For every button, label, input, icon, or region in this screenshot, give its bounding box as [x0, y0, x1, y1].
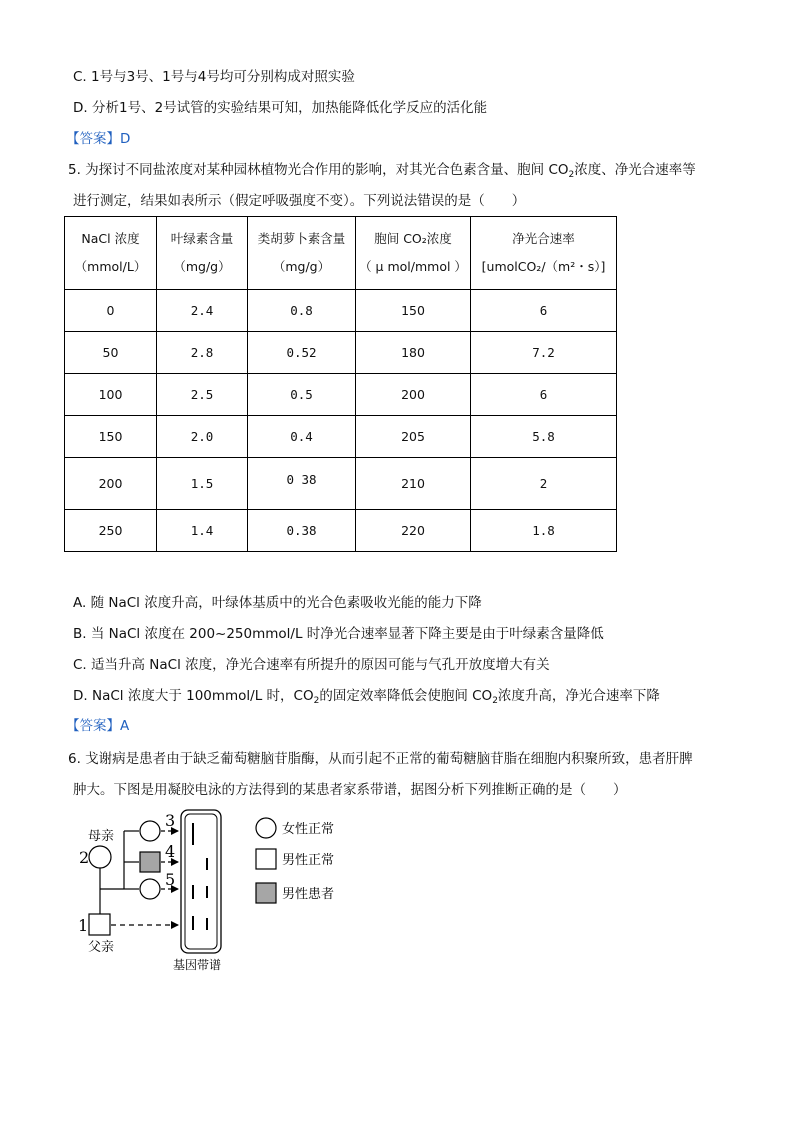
- label-4: 4: [165, 842, 176, 861]
- legend-female-normal-symbol: [256, 818, 276, 838]
- header-chlorophyll: 叶绿素含量 （mg/g）: [157, 217, 248, 290]
- cell: 150: [356, 290, 471, 332]
- cell: 250: [65, 510, 157, 552]
- cell: 5.8: [471, 416, 617, 458]
- q5-option-b: B. 当 NaCl 浓度在 200~250mmol/L 时净光合速率显著下降主要是由于叶绿素含量降低: [73, 626, 604, 642]
- legend-male-patient: 男性患者: [282, 887, 335, 902]
- cell: 1.8: [471, 510, 617, 552]
- q4-answer: 【答案】D: [66, 131, 131, 147]
- cell: 210: [356, 458, 471, 510]
- label-5: 5: [165, 870, 176, 889]
- header-carotenoid: 类胡萝卜素含量 （mg/g）: [248, 217, 356, 290]
- q5-option-d: D. NaCl 浓度大于 100mmol/L 时，$CO_2$的固定效率降低会使胞间 $CO_2$浓度升高，净光合速率下降: [73, 688, 660, 706]
- q5-option-c: C. 适当升高 NaCl 浓度，净光合速率有所提升的原因可能与气孔开放度增大有关: [73, 657, 550, 673]
- legend-male-normal-symbol: [256, 849, 276, 869]
- cell: 1.5: [157, 458, 248, 510]
- cell: 2.4: [157, 290, 248, 332]
- label-3: 3: [165, 811, 176, 830]
- child5-symbol: [140, 879, 160, 899]
- q4-option-d: D. 分析1号、2号试管的实验结果可知，加热能降低化学反应的活化能: [73, 100, 488, 116]
- cell: 100: [65, 374, 157, 416]
- cell: 6: [471, 374, 617, 416]
- cell: 200: [356, 374, 471, 416]
- cell: 6: [471, 290, 617, 332]
- cell: 150: [65, 416, 157, 458]
- cell: 0: [65, 290, 157, 332]
- cell: 0.8: [248, 290, 356, 332]
- cell: 0.4: [248, 416, 356, 458]
- cell: 0.52: [248, 332, 356, 374]
- q6-stem-line1: 6. 戈谢病是患者由于缺乏葡萄糖脑苷脂酶，从而引起不正常的葡萄糖脑苷脂在细胞内积聚所致，患者肝脾: [68, 751, 693, 767]
- label-1: 1: [78, 916, 89, 935]
- cell: 2.0: [157, 416, 248, 458]
- gel-outline: [181, 810, 221, 953]
- header-co2: 胞间 CO₂浓度 （ μ mol/mmol ）: [356, 217, 471, 290]
- father-label: 父亲: [88, 940, 115, 955]
- legend-male-patient-symbol: [256, 883, 276, 903]
- q5-answer: 【答案】A: [66, 718, 130, 734]
- mother-label: 母亲: [88, 829, 115, 844]
- cell: 2.5: [157, 374, 248, 416]
- header-nacl: NaCl 浓度 （mmol/L）: [65, 217, 157, 290]
- cell: 220: [356, 510, 471, 552]
- gel-label: 基因带谱: [173, 958, 222, 972]
- q5-stem-line1: 5. 为探讨不同盐浓度对某种园林植物光合作用的影响，对其光合色素含量、胞间 $CO_2$浓度、净光合速率等: [68, 162, 696, 180]
- q6-stem-line2: 肿大。下图是用凝胶电泳的方法得到的某患者家系带谱，据图分析下列推断正确的是（ ）: [73, 782, 627, 798]
- q5-option-a: A. 随 NaCl 浓度升高，叶绿体基质中的光合色素吸收光能的能力下降: [73, 595, 482, 611]
- father-symbol: [89, 914, 110, 935]
- child4-symbol: [140, 852, 160, 872]
- cell: 200: [65, 458, 157, 510]
- cell: 205: [356, 416, 471, 458]
- child3-symbol: [140, 821, 160, 841]
- label-2: 2: [79, 848, 90, 867]
- cell: 2: [471, 458, 617, 510]
- cell: 0 38: [248, 458, 356, 510]
- legend-male-normal: 男性正常: [282, 853, 335, 868]
- cell: 2.8: [157, 332, 248, 374]
- q4-option-c: C. 1号与3号、1号与4号均可分别构成对照实验: [73, 69, 355, 85]
- header-net-rate: 净光合速率 [umolCO₂/（m²・s）]: [471, 217, 617, 290]
- cell: 50: [65, 332, 157, 374]
- q5-stem-line2: 进行测定，结果如表所示（假定呼吸强度不变）。下列说法错误的是（ ）: [73, 193, 526, 209]
- cell: 1.4: [157, 510, 248, 552]
- cell: 0.5: [248, 374, 356, 416]
- cell: 0.38: [248, 510, 356, 552]
- legend-female-normal: 女性正常: [282, 822, 335, 837]
- mother-symbol: [89, 846, 111, 868]
- cell: 180: [356, 332, 471, 374]
- cell: 7.2: [471, 332, 617, 374]
